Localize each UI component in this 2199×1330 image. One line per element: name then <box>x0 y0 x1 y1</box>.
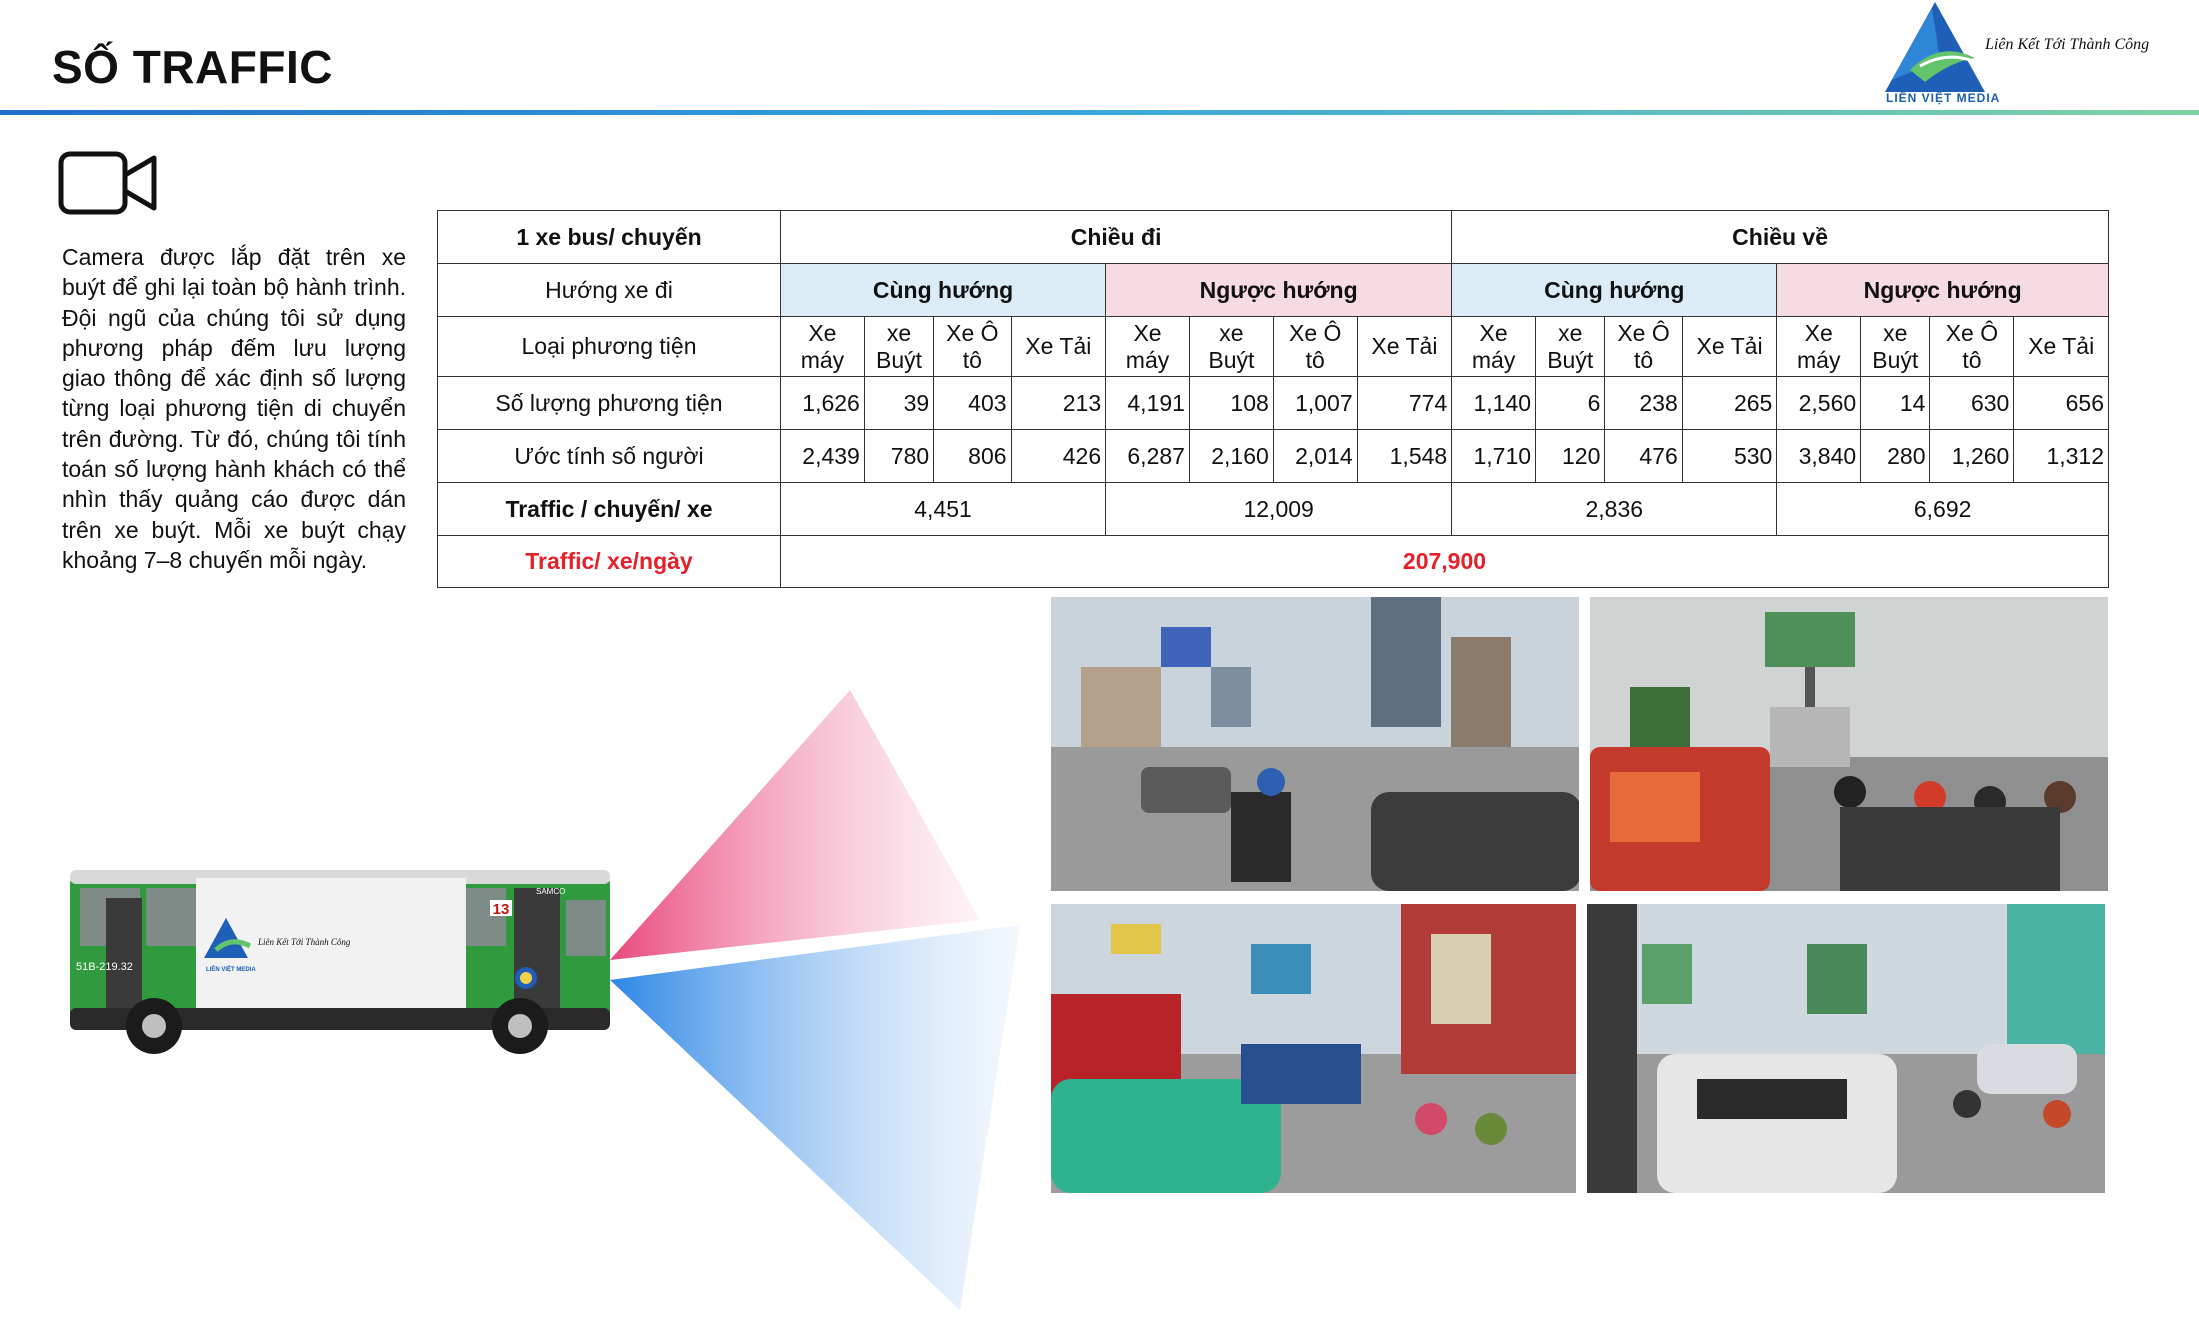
vehicle-type-line: máy <box>800 346 845 373</box>
count-cell: 39 <box>864 377 933 430</box>
camera-view-beams <box>600 690 1060 1330</box>
traffic-cell: 4,451 <box>781 483 1106 536</box>
people-cell: 3,840 <box>1777 430 1861 483</box>
people-cell: 2,014 <box>1273 430 1357 483</box>
table-row-count <box>438 377 2109 430</box>
people-cell: 476 <box>1605 430 1682 483</box>
pink-beam <box>610 690 980 960</box>
traffic-per-day-cell: 207,900 <box>781 536 2109 588</box>
direction-header: Chiều đi <box>781 211 1452 264</box>
vehicle-type-cell <box>1273 317 1357 377</box>
vehicle-type-cell: Xe Tải <box>1682 317 1777 377</box>
group-header: Cùng hướng <box>781 264 1106 317</box>
vehicle-type-line: tô <box>1633 346 1654 373</box>
count-cell: 108 <box>1189 377 1273 430</box>
vehicle-type-cell <box>1777 317 1861 377</box>
row-label: Số lượng phương tiện <box>438 377 781 430</box>
people-cell: 280 <box>1861 430 1930 483</box>
street-photo-2 <box>1590 597 2108 891</box>
count-cell: 265 <box>1682 377 1777 430</box>
street-photo-icon <box>1587 904 2105 1193</box>
group-header: Cùng hướng <box>1452 264 1777 317</box>
count-cell: 238 <box>1605 377 1682 430</box>
vehicle-type-line: máy <box>1471 346 1516 373</box>
count-cell: 1,007 <box>1273 377 1357 430</box>
people-cell: 1,312 <box>2014 430 2109 483</box>
vehicle-type-cell <box>781 317 865 377</box>
logo-name: LIÊN VIỆT MEDIA <box>1886 91 2001 105</box>
bus-illustration <box>66 858 626 1058</box>
vehicle-type-line: tô <box>1962 346 1982 373</box>
street-photo-icon <box>1590 597 2108 891</box>
vehicle-type-line: Buýt <box>1872 346 1919 373</box>
vehicle-type-line: xe <box>886 319 912 346</box>
traffic-cell: 2,836 <box>1452 483 1777 536</box>
vehicle-type-cell <box>1861 317 1930 377</box>
vehicle-type-line: Buýt <box>875 346 923 373</box>
people-cell: 2,160 <box>1189 430 1273 483</box>
traffic-table <box>437 210 2109 588</box>
vehicle-type-line: Xe Ô <box>1289 319 1342 346</box>
vehicle-type-line: xe <box>1558 319 1583 346</box>
table-row-vehicle-type <box>438 317 2109 377</box>
street-photo-4 <box>1587 904 2105 1193</box>
vehicle-type-cell <box>1605 317 1682 377</box>
people-cell: 806 <box>934 430 1011 483</box>
vehicle-type-cell <box>1189 317 1273 377</box>
vehicle-type-cell: Xe Tải <box>2014 317 2109 377</box>
vehicle-type-line: Xe Ô <box>946 319 999 346</box>
street-photo-icon <box>1051 904 1576 1193</box>
vehicle-type-line: Buýt <box>1208 346 1255 373</box>
vehicle-type-cell: Xe Tải <box>1011 317 1106 377</box>
people-cell: 2,439 <box>781 430 865 483</box>
vehicle-type-line: tô <box>1305 346 1325 373</box>
table-row-traffic <box>438 483 2109 536</box>
table-row-day <box>438 536 2109 588</box>
count-cell: 774 <box>1357 377 1452 430</box>
row-label: Ước tính số người <box>438 430 781 483</box>
bus-ad-name: LIÊN VIỆT MEDIA <box>206 967 256 973</box>
count-cell: 403 <box>934 377 1011 430</box>
count-cell: 14 <box>1861 377 1930 430</box>
count-cell: 2,560 <box>1777 377 1861 430</box>
vehicle-type-line: Buýt <box>1547 346 1594 373</box>
vehicle-type-cell <box>1106 317 1190 377</box>
vehicle-type-cell <box>864 317 933 377</box>
page-title: SỐ TRAFFIC <box>52 41 333 93</box>
vehicle-type-line: máy <box>1797 346 1841 373</box>
table-row-direction <box>438 211 2109 264</box>
row-label: Loại phương tiện <box>438 317 781 377</box>
people-cell: 426 <box>1011 430 1106 483</box>
vehicle-type-line: Xe <box>1479 319 1508 346</box>
table-row-group <box>438 264 2109 317</box>
bus-ad-slogan: Liên Kết Tới Thành Công <box>258 937 351 947</box>
count-cell: 1,626 <box>781 377 865 430</box>
count-cell: 213 <box>1011 377 1106 430</box>
vehicle-type-line: Xe Ô <box>1945 319 1999 346</box>
bus-route-number: 13 <box>492 901 510 918</box>
bus-brand: SAMCO <box>536 887 566 896</box>
row-label: Hướng xe đi <box>438 264 781 317</box>
people-cell: 6,287 <box>1106 430 1190 483</box>
table-row-people <box>438 430 2109 483</box>
people-cell: 780 <box>864 430 933 483</box>
count-cell: 4,191 <box>1106 377 1190 430</box>
traffic-cell: 6,692 <box>1777 483 2109 536</box>
header-divider <box>0 110 2199 115</box>
vehicle-type-cell <box>1930 317 2014 377</box>
street-photo-icon <box>1051 597 1579 891</box>
vehicle-type-line: Xe <box>1804 319 1833 346</box>
blue-beam <box>610 925 1020 1310</box>
direction-header: Chiều về <box>1452 211 2109 264</box>
video-camera-icon <box>58 150 160 216</box>
traffic-cell: 12,009 <box>1106 483 1452 536</box>
vehicle-type-line: máy <box>1125 346 1170 373</box>
group-header: Ngược hướng <box>1106 264 1452 317</box>
vehicle-type-line: Xe <box>1133 319 1162 346</box>
bus-plate: 51B-219.32 <box>76 961 133 973</box>
count-cell: 630 <box>1930 377 2014 430</box>
vehicle-type-line: Xe <box>808 319 837 346</box>
street-photo-3 <box>1051 904 1576 1193</box>
people-cell: 1,710 <box>1452 430 1536 483</box>
description-paragraph: Camera được lắp đặt trên xe buýt để ghi lại toàn bộ hành trình. Đội ngũ của chúng tôi sử dụng phương pháp đếm lưu lượng giao thông để xác định số lượng từng loại phương tiện di chuyển trên đường. Từ đó, chúng tôi tính toán số lượng hành khách có thể nhìn thấy quảng cáo được dán trên xe buýt. Mỗi xe buýt chạy khoảng 7–8 chuyến mỗi ngày. <box>62 244 406 573</box>
people-cell: 120 <box>1536 430 1605 483</box>
group-header: Ngược hướng <box>1777 264 2109 317</box>
vehicle-type-line: Xe Ô <box>1617 319 1670 346</box>
vehicle-type-line: xe <box>1883 319 1908 346</box>
people-cell: 1,260 <box>1930 430 2014 483</box>
row-label: Traffic / chuyến/ xe <box>438 483 781 536</box>
vehicle-type-cell <box>1536 317 1605 377</box>
row-label: Traffic/ xe/ngày <box>438 536 781 588</box>
count-cell: 656 <box>2014 377 2109 430</box>
street-photo-1 <box>1051 597 1579 891</box>
logo-slogan: Liên Kết Tới Thành Công <box>1985 36 2150 53</box>
vehicle-type-line: xe <box>1219 319 1244 346</box>
count-cell: 1,140 <box>1452 377 1536 430</box>
vehicle-type-cell <box>1452 317 1536 377</box>
people-cell: 1,548 <box>1357 430 1452 483</box>
people-cell: 530 <box>1682 430 1777 483</box>
count-cell: 6 <box>1536 377 1605 430</box>
vehicle-type-line: tô <box>962 346 982 373</box>
vehicle-type-cell <box>934 317 1011 377</box>
table-corner-cell: 1 xe bus/ chuyến <box>438 211 781 264</box>
vehicle-type-cell: Xe Tải <box>1357 317 1452 377</box>
